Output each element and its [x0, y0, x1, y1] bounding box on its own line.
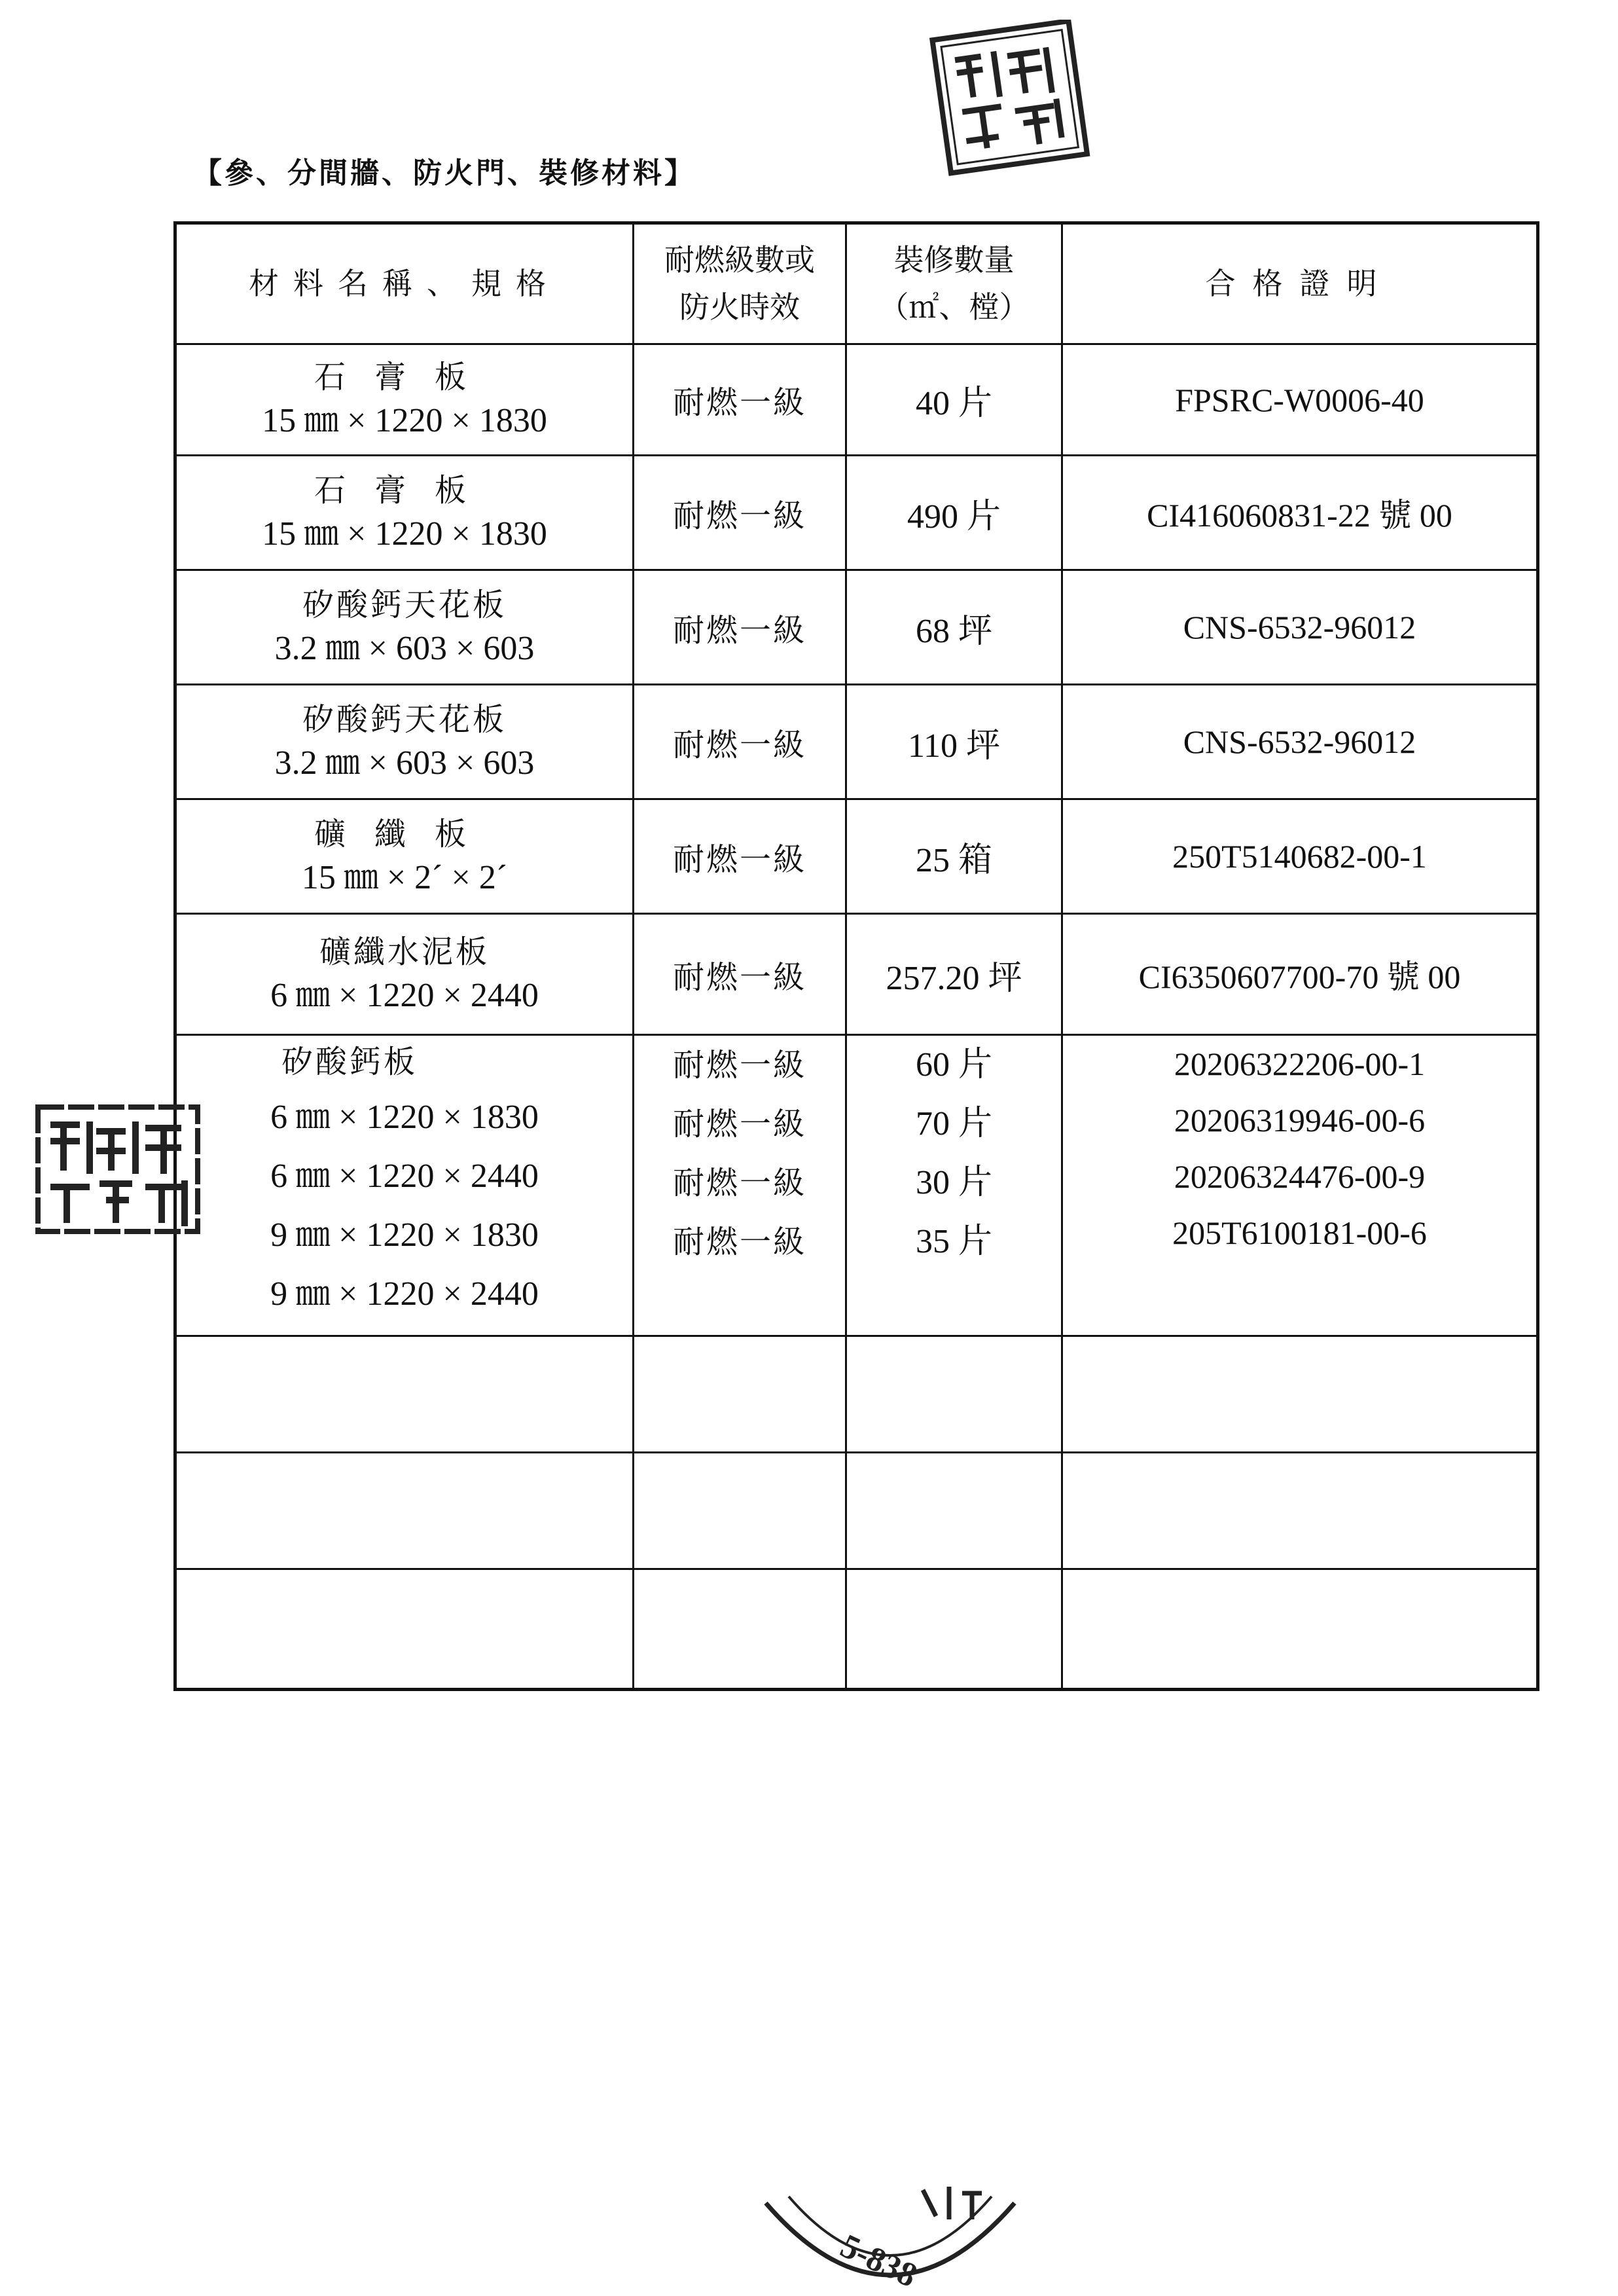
- quantity: 70 片: [915, 1105, 992, 1142]
- certificate-number: CI6350607700-70 號 00: [1062, 914, 1538, 1035]
- empty-row: [175, 1336, 1538, 1453]
- section-heading: 【參、分間牆、防火門、裝修材料】: [193, 156, 696, 190]
- certificate-number: 205T6100181-00-6: [1172, 1214, 1427, 1251]
- material-spec: 15 ㎜ × 1220 × 1830: [262, 402, 547, 440]
- material-cell: [175, 685, 634, 799]
- table-row: [175, 570, 1538, 685]
- fire-rating: 耐燃一級: [672, 1165, 806, 1201]
- table-row-multi: [175, 1035, 1538, 1336]
- material-name: 礦纖板: [314, 815, 495, 852]
- empty-cell: [634, 1336, 846, 1453]
- material-spec: 15 ㎜ × 2´ × 2´: [301, 858, 508, 896]
- material-spec: 9 ㎜ × 1220 × 2440: [270, 1275, 539, 1313]
- empty-cell: [1062, 1336, 1538, 1453]
- empty-cell: [175, 1453, 634, 1569]
- material-spec: 6 ㎜ × 1220 × 2440: [270, 976, 539, 1014]
- table-row: [175, 456, 1538, 570]
- certificate-number: 20206322206-00-1: [1174, 1046, 1426, 1082]
- certificate-number: CNS-6532-96012: [1062, 685, 1538, 799]
- fire-rating: 耐燃一級: [634, 799, 846, 914]
- certificate-number: FPSRC-W0006-40: [1062, 344, 1538, 456]
- seal-stamp-left: [34, 1102, 204, 1239]
- certificate-number: CNS-6532-96012: [1062, 570, 1538, 685]
- header-quantity: [846, 223, 1062, 344]
- table-header-row: [175, 223, 1538, 344]
- fire-rating: 耐燃一級: [634, 456, 846, 570]
- empty-cell: [1062, 1569, 1538, 1690]
- fire-rating: 耐燃一級: [672, 1224, 806, 1260]
- quantity: 60 片: [915, 1046, 992, 1084]
- company-stamp-bottom: [753, 2177, 1028, 2296]
- fire-rating: 耐燃一級: [634, 914, 846, 1035]
- empty-cell: [175, 1569, 634, 1690]
- certificate-list: [1062, 1035, 1538, 1336]
- material-name: 石膏板: [314, 471, 495, 509]
- quantity-list: [846, 1035, 1062, 1336]
- material-cell: [175, 570, 634, 685]
- fire-rating: 耐燃一級: [672, 1106, 806, 1142]
- fire-rating: 耐燃一級: [634, 685, 846, 799]
- header-rating: [634, 223, 846, 344]
- quantity: 257.20 坪: [846, 914, 1062, 1035]
- table-row: [175, 685, 1538, 799]
- material-spec: 3.2 ㎜ × 603 × 603: [274, 744, 535, 782]
- material-name: 礦纖水泥板: [319, 933, 490, 970]
- table-row: [175, 799, 1538, 914]
- material-cell: [175, 456, 634, 570]
- material-name: 矽酸鈣天花板: [302, 586, 507, 623]
- empty-row: [175, 1569, 1538, 1690]
- header-rating-line2: 防火時效: [679, 289, 800, 325]
- material-cell: [175, 914, 634, 1035]
- header-name-spec: 材料名稱、規格: [175, 223, 634, 344]
- header-quantity-line2: （㎡、樘）: [878, 289, 1030, 325]
- material-name: 矽酸鈣天花板: [302, 701, 507, 738]
- seal-icon: [928, 20, 1098, 177]
- fire-rating: 耐燃一級: [634, 570, 846, 685]
- header-certificate: 合格證明: [1062, 223, 1538, 344]
- material-spec: 3.2 ㎜ × 603 × 603: [274, 629, 535, 667]
- material-cell: [175, 344, 634, 456]
- table-row: [175, 914, 1538, 1035]
- seal-icon: [34, 1102, 204, 1239]
- empty-cell: [175, 1336, 634, 1453]
- material-cell: [175, 799, 634, 914]
- material-spec: 15 ㎜ × 1220 × 1830: [262, 515, 547, 553]
- materials-table: [173, 221, 1539, 1691]
- certificate-number: 20206319946-00-6: [1174, 1102, 1426, 1139]
- empty-cell: [846, 1453, 1062, 1569]
- material-name: 石膏板: [314, 359, 495, 396]
- stamp-icon: [753, 2177, 1028, 2296]
- empty-cell: [634, 1569, 846, 1690]
- fire-rating-list: [634, 1035, 846, 1336]
- certificate-number: 20206324476-00-9: [1174, 1158, 1426, 1195]
- certificate-number: 250T5140682-00-1: [1062, 799, 1538, 914]
- fire-rating: 耐燃一級: [634, 344, 846, 456]
- header-quantity-line1: 裝修數量: [893, 242, 1015, 278]
- material-spec: 6 ㎜ × 1220 × 2440: [270, 1157, 539, 1195]
- empty-cell: [846, 1336, 1062, 1453]
- table-row: [175, 344, 1538, 456]
- quantity: 110 坪: [846, 685, 1062, 799]
- header-rating-line1: 耐燃級數或: [664, 242, 815, 278]
- quantity: 68 坪: [846, 570, 1062, 685]
- material-spec: 9 ㎜ × 1220 × 1830: [270, 1216, 539, 1254]
- quantity: 25 箱: [846, 799, 1062, 914]
- quantity: 30 片: [915, 1164, 992, 1201]
- material-name: 矽酸鈣板: [281, 1044, 418, 1080]
- stamp-text: 5-838: [835, 2227, 923, 2295]
- material-spec: 6 ㎜ × 1220 × 1830: [270, 1099, 539, 1136]
- empty-cell: [1062, 1453, 1538, 1569]
- seal-stamp-top: [928, 20, 1098, 177]
- certificate-number: CI416060831-22 號 00: [1062, 456, 1538, 570]
- empty-row: [175, 1453, 1538, 1569]
- fire-rating: 耐燃一級: [672, 1047, 806, 1084]
- quantity: 40 片: [846, 344, 1062, 456]
- material-cell: [175, 1035, 634, 1336]
- empty-cell: [846, 1569, 1062, 1690]
- quantity: 490 片: [846, 456, 1062, 570]
- empty-cell: [634, 1453, 846, 1569]
- quantity: 35 片: [915, 1223, 992, 1260]
